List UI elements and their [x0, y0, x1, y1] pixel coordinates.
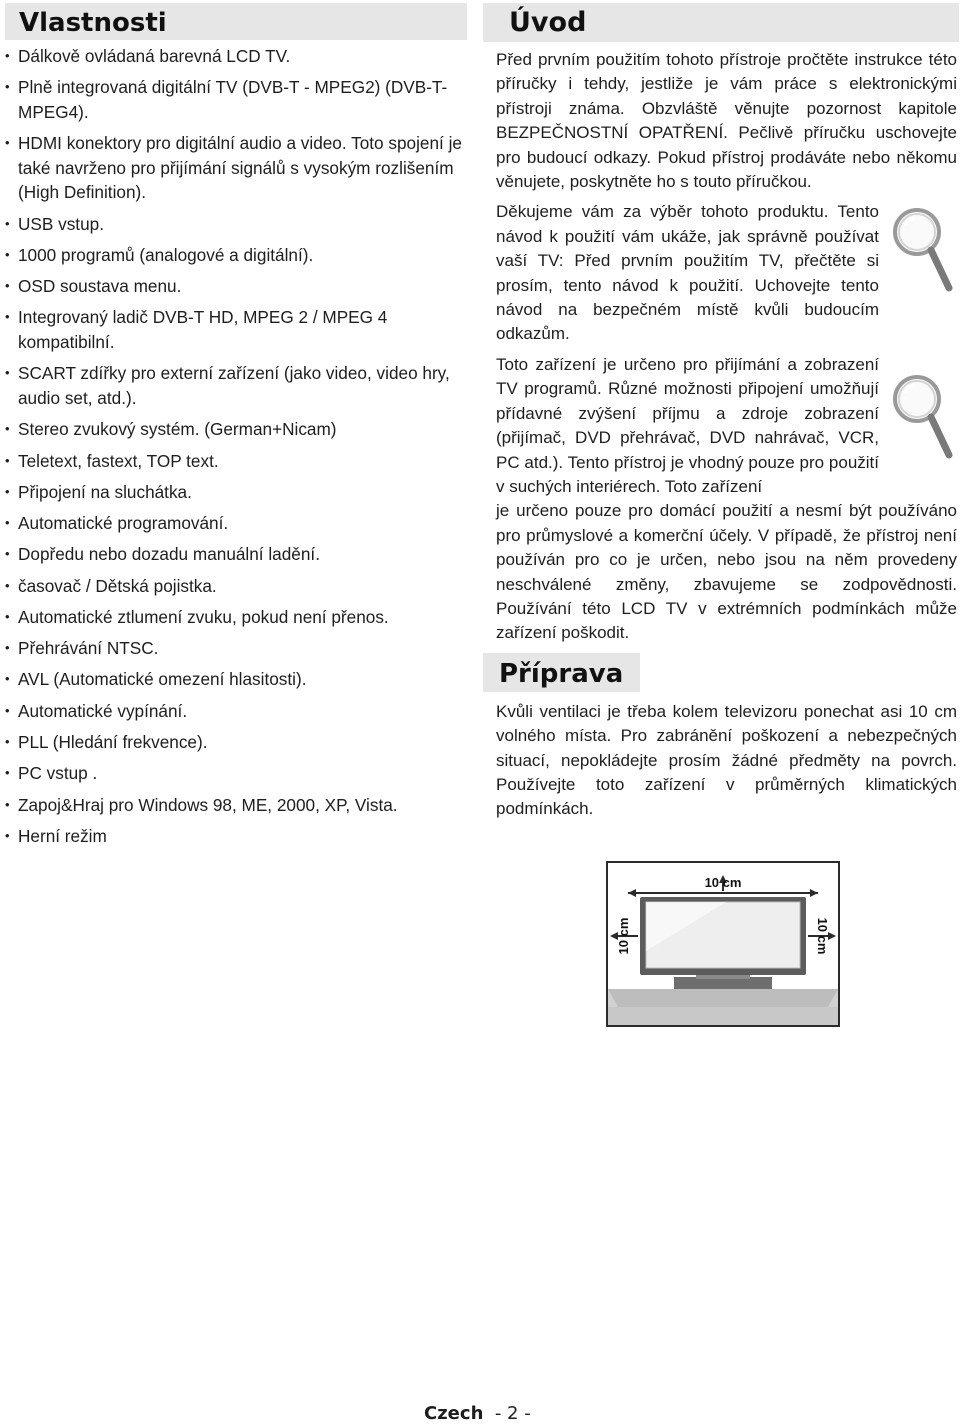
feature-item: [5, 730, 467, 755]
feature-item: [5, 449, 467, 474]
clearance-label-left: 10 cm: [616, 917, 631, 955]
purpose-block: [483, 353, 959, 499]
thanks-paragraph: Děkujeme vám za výběr tohoto produktu. Tento návod k použití vám ukáže, jak správně používat vaší TV: Před prvním použitím TV, přečtěte si prosím, tento návod k použití. Uchovejte tento návod na bezpečném místě kvůli budoucím odkazům.: [496, 202, 879, 344]
feature-item: [5, 636, 467, 661]
feature-item: [5, 274, 467, 299]
feature-item: [5, 44, 467, 69]
bullet-icon: •: [5, 309, 10, 325]
features-list: [5, 44, 467, 848]
feature-item: [5, 667, 467, 692]
feature-item: [5, 417, 467, 442]
bullet-icon: •: [5, 702, 10, 718]
bullet-icon: •: [5, 79, 10, 95]
bullet-icon: •: [5, 515, 10, 531]
feature-item: [5, 480, 467, 505]
purpose-paragraph-b: je určeno pouze pro domácí použití a nesmí být používáno pro průmyslové a komerční účely. V případě, že přístroj není používán pro co je určen, nebo jsou na něm provedeny neschválené změny, zbavujeme se zodpovědnosti. Používání této LCD TV v extrémních podmínkách může zařízení poškodit.: [496, 501, 957, 643]
feature-text: OSD soustava menu.: [18, 276, 182, 297]
feature-text: Přehrávání NTSC.: [18, 638, 159, 659]
feature-item: [5, 511, 467, 536]
footer-language: Czech: [424, 1403, 484, 1424]
bullet-icon: •: [5, 278, 10, 294]
right-column: [483, 3, 959, 955]
bullet-icon: •: [5, 546, 10, 562]
feature-text: Připojení na sluchátka.: [18, 481, 192, 502]
bullet-icon: •: [5, 827, 10, 843]
feature-item: [5, 305, 467, 354]
feature-item: [5, 605, 467, 630]
bullet-icon: •: [5, 48, 10, 63]
feature-text: Integrovaný ladič DVB-T HD, MPEG 2 / MPEG 4 kompatibilní.: [18, 307, 388, 353]
magnifier-icon: [891, 206, 953, 292]
bullet-icon: •: [5, 246, 10, 262]
bullet-icon: •: [5, 796, 10, 812]
feature-item: [5, 361, 467, 410]
bullet-icon: •: [5, 421, 10, 437]
feature-item: [5, 131, 467, 205]
section-heading-features: Vlastnosti: [5, 3, 467, 40]
bullet-icon: •: [5, 765, 10, 781]
purpose-paragraph-a: Toto zařízení je určeno pro přijímání a zobrazení TV programů. Různé možnosti připojení umožňují přídavné zvýšení příjmu a zdroje zobrazení (přijímač, DVD přehrávač, DVD nahrávač, VCR, PC atd.). Tento přístroj je vhodný pouze pro použití v suchých interiérech. Toto zařízení: [496, 354, 879, 496]
feature-text: časovač / Dětská pojistka.: [18, 575, 217, 596]
feature-item: [5, 574, 467, 599]
feature-item: [5, 761, 467, 786]
feature-item: [5, 75, 467, 124]
bullet-icon: •: [5, 365, 10, 381]
feature-text: SCART zdířky pro externí zařízení (jako video, video hry, audio set, atd.).: [18, 363, 450, 408]
magnifier-icon: [891, 373, 953, 459]
feature-text: Dopředu nebo dozadu manuální ladění.: [18, 544, 320, 565]
feature-text: Herní režim: [18, 825, 107, 846]
feature-text: Plně integrovaná digitální TV (DVB-T - MPEG2) (DVB-T- MPEG4).: [18, 77, 448, 122]
left-column: [5, 3, 467, 855]
feature-text: Teletext, fastext, TOP text.: [18, 450, 219, 471]
page-footer: [424, 1403, 531, 1424]
feature-text: AVL (Automatické omezení hlasitosti).: [18, 669, 307, 690]
bullet-icon: •: [5, 483, 10, 499]
feature-item: [5, 542, 467, 567]
bullet-icon: •: [5, 640, 10, 656]
feature-item: [5, 699, 467, 724]
feature-text: Automatické ztlumení zvuku, pokud není přenos.: [18, 606, 389, 627]
intro-paragraph: Před prvním použitím tohoto přístroje pročtěte instrukce této příručky i tehdy, jestliže je vám práce s elektronickými přístroji známa. Obzvláště věnujte pozornost kapitole BEZPEČNOSTNÍ OPATŘENÍ. Pečlivě příručku uschovejte pro budoucí odkazy. Pokud přístroj prodáváte nebo někomu věnujete, poskytněte ho s touto příručkou.: [496, 50, 957, 192]
feature-item: [5, 824, 467, 849]
section-heading-intro: Úvod: [483, 3, 959, 42]
feature-text: Zapoj&Hraj pro Windows 98, ME, 2000, XP, Vista.: [18, 794, 398, 815]
clearance-label-right: 10 cm: [815, 917, 830, 955]
feature-item: [5, 212, 467, 237]
feature-text: 1000 programů (analogové a digitální).: [18, 244, 314, 265]
bullet-icon: •: [5, 135, 10, 151]
bullet-icon: •: [5, 577, 10, 593]
feature-text: Dálkově ovládaná barevná LCD TV.: [18, 46, 291, 66]
feature-text: PLL (Hledání frekvence).: [18, 732, 208, 753]
bullet-icon: •: [5, 608, 10, 624]
bullet-icon: •: [5, 215, 10, 231]
feature-text: USB vstup.: [18, 213, 104, 234]
bullet-icon: •: [5, 452, 10, 468]
thanks-block: [483, 200, 959, 346]
feature-text: HDMI konektory pro digitální audio a video. Toto spojení je také navrženo pro přijímání signálů s vysokým rozlišením (High Definition).: [18, 133, 462, 203]
bullet-icon: •: [5, 671, 10, 687]
feature-text: Stereo zvukový systém. (German+Nicam): [18, 419, 337, 440]
ventilation-clearance-figure: [606, 861, 840, 1027]
feature-text: PC vstup .: [18, 763, 98, 784]
bullet-icon: •: [5, 734, 10, 750]
feature-text: Automatické programování.: [18, 513, 229, 534]
feature-text: Automatické vypínání.: [18, 700, 188, 721]
clearance-label-top: 10 cm: [704, 875, 742, 890]
preparation-paragraph: Kvůli ventilaci je třeba kolem televizoru ponechat asi 10 cm volného místa. Pro zabránění poškození a nebezpečných situací, nepokládejte prosím žádné předměty na povrch. Používejte toto zařízení v průměrných klimatických podmínkách.: [496, 701, 957, 819]
feature-item: [5, 243, 467, 268]
feature-item: [5, 793, 467, 818]
page-number: - 2 -: [494, 1403, 531, 1424]
section-heading-preparation: Příprava: [483, 653, 640, 692]
